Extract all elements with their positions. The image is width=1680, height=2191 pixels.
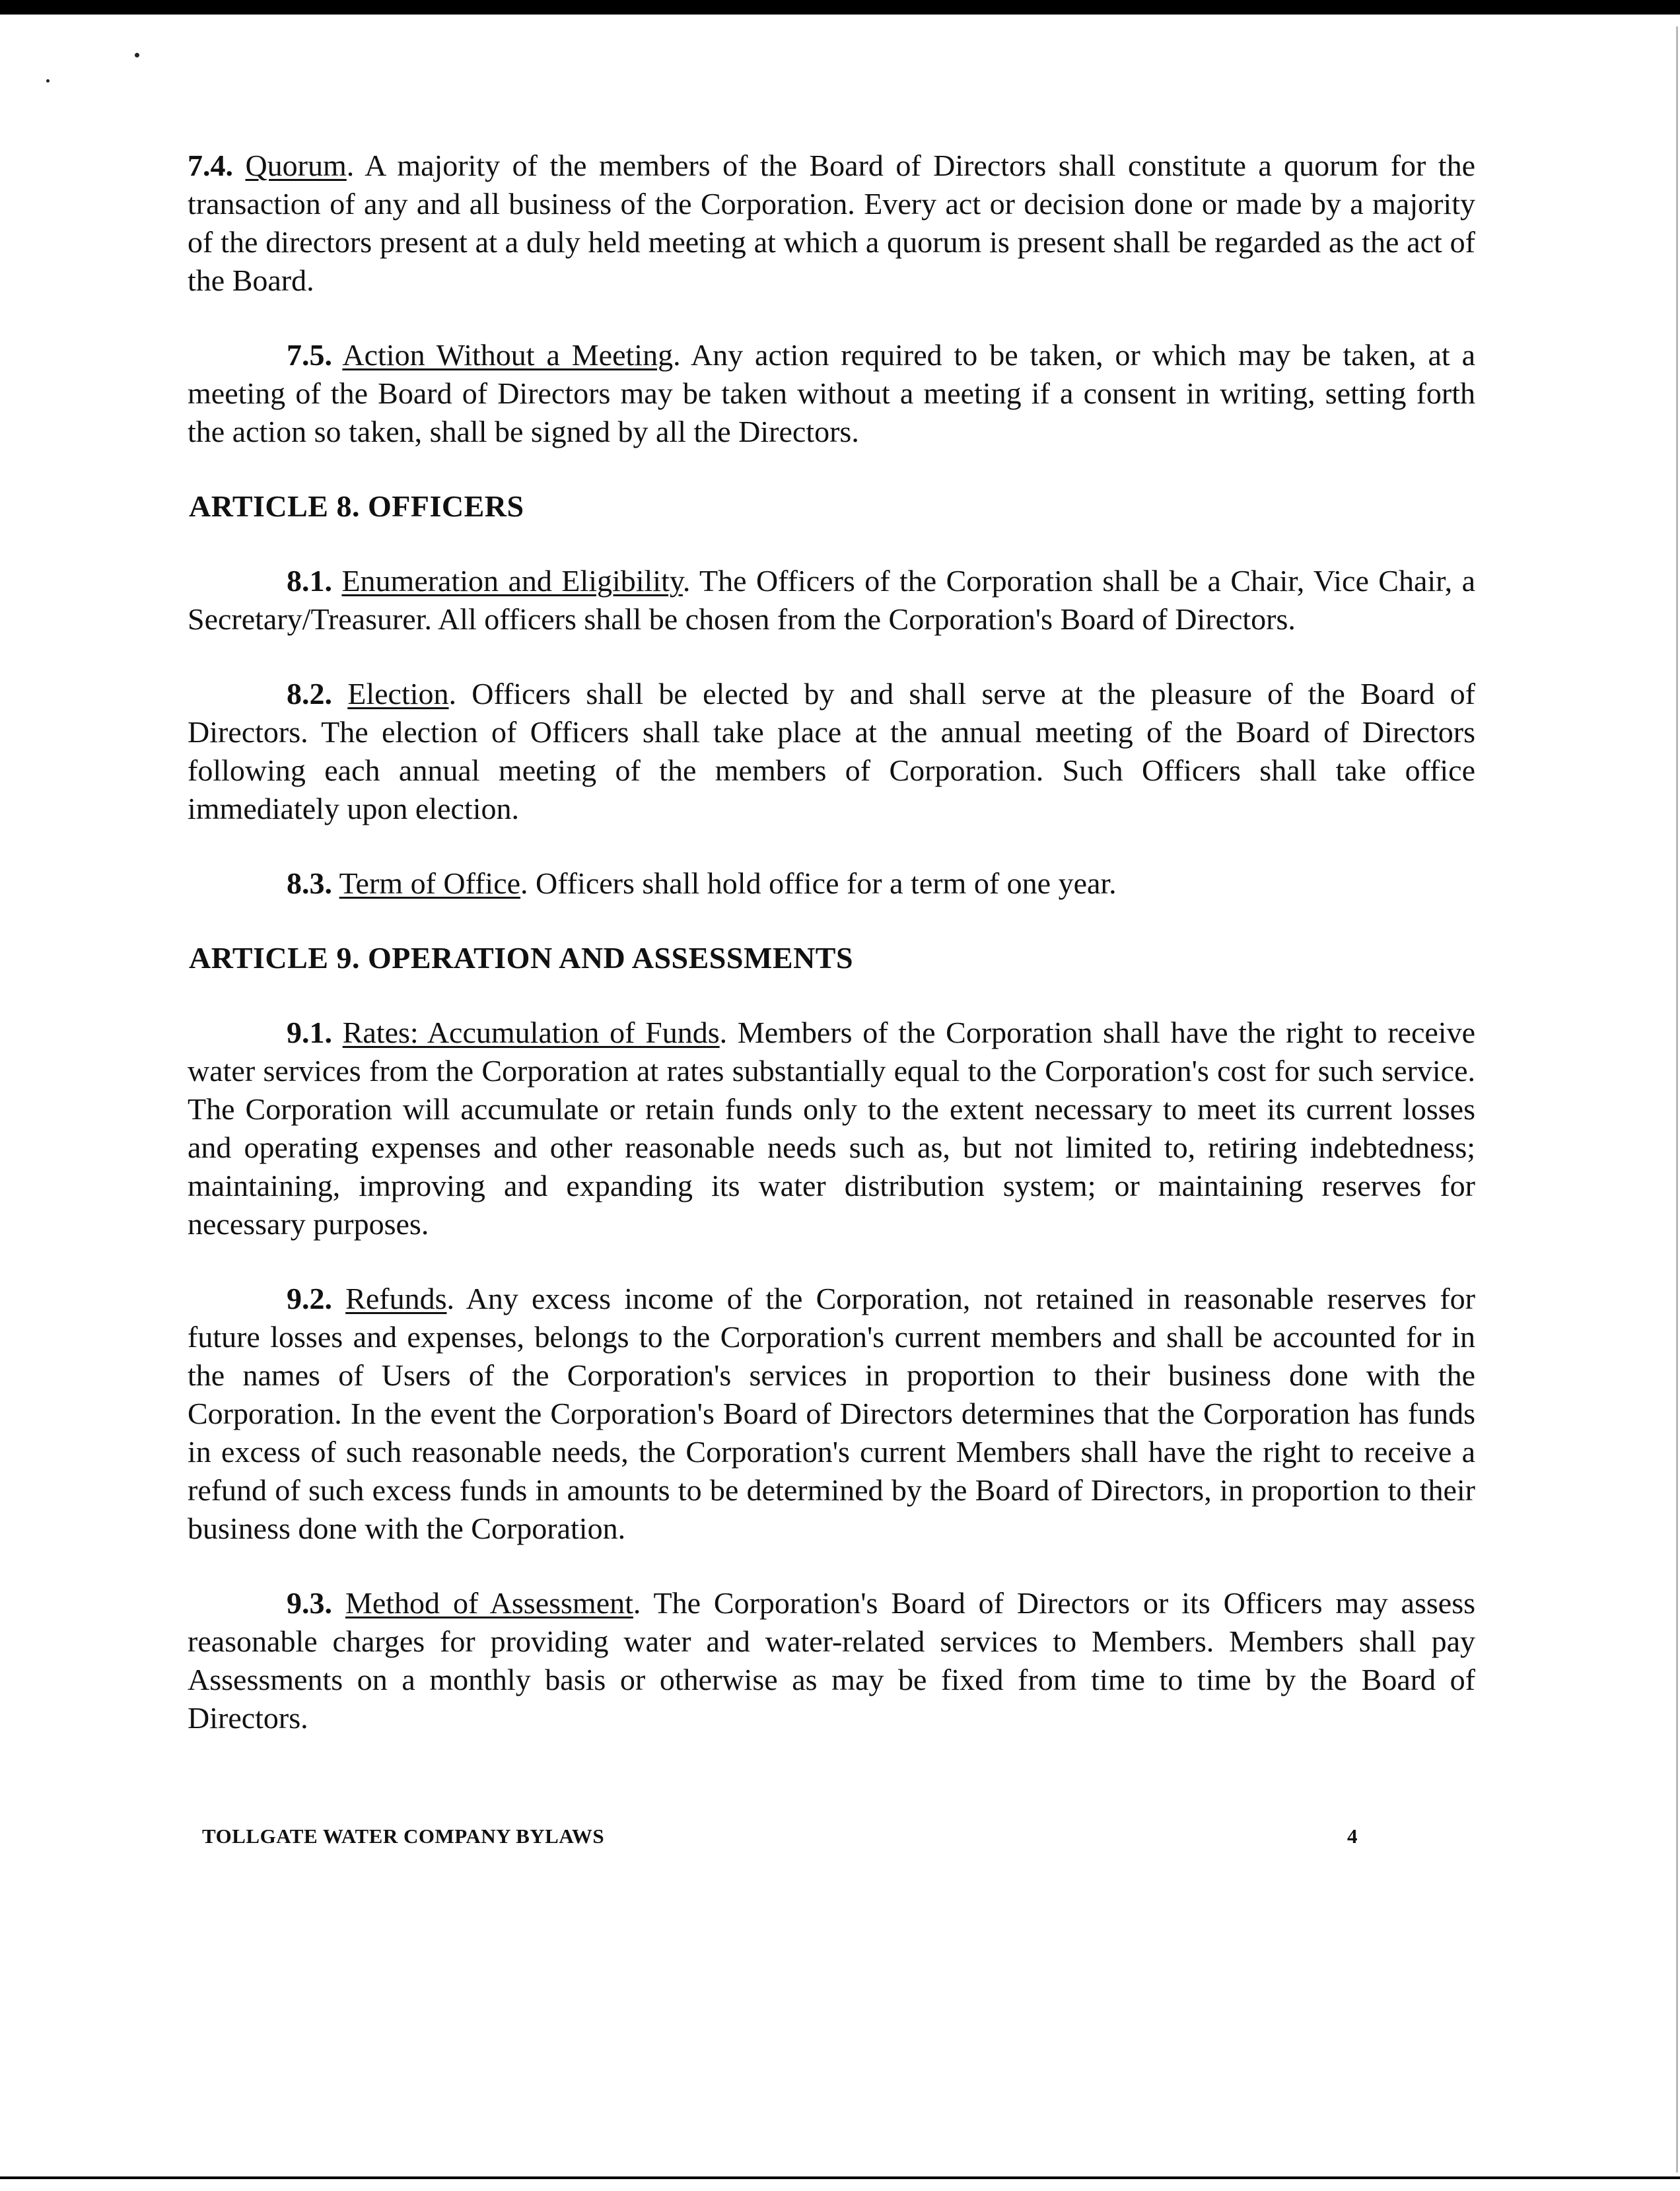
article-9-heading: ARTICLE 9. OPERATION AND ASSESSMENTS <box>189 941 854 975</box>
footer-title: TOLLGATE WATER COMPANY BYLAWS <box>202 1825 605 1848</box>
section-title: Action Without a Meeting <box>342 338 674 372</box>
section-title: Method of Assessment <box>345 1586 633 1620</box>
section-text: . Members of the Corporation shall have the right to receive water services from the Corporation at rates substantially equal to the Corporation's cost for such service. The Corporation will accumulate or retain funds only to the extent necessary to meet its current losses and operating expenses and other reasonable needs such as, but not limited to, retiring indebtedness; maintaining, improving and expanding its water distribution system; or maintaining reserves for necessary purposes. <box>188 1016 1475 1241</box>
section-8-2 <box>188 675 1475 828</box>
page-number: 4 <box>1347 1825 1358 1848</box>
section-number: 8.3. <box>287 866 332 900</box>
section-number: 9.3. <box>287 1586 332 1620</box>
section-9-1 <box>188 1014 1475 1243</box>
document-body <box>188 147 1475 1774</box>
scan-speck <box>135 53 139 57</box>
section-number: 9.2. <box>287 1282 332 1315</box>
scan-top-border <box>0 0 1680 15</box>
section-8-3 <box>188 864 1475 903</box>
scan-right-edge <box>1676 26 1678 2173</box>
section-text: . Any action required to be taken, or which may be taken, at a meeting of the Board of Directors may be taken without a meeting if a consent in writing, setting forth the action so taken, shall be signed by all the Directors. <box>188 338 1476 448</box>
section-title: Enumeration and Eligibility <box>341 564 683 598</box>
section-text: . Officers shall be elected by and shall serve at the pleasure of the Board of Directors. The election of Officers shall take place at the annual meeting of the Board of Directors following each annual meeting of the members of Corporation. Such Officers shall take office immediately upon election. <box>188 677 1475 825</box>
section-title: Rates: Accumulation of Funds <box>342 1016 720 1049</box>
section-9-2 <box>188 1280 1475 1548</box>
section-7-5 <box>188 336 1475 451</box>
section-number: 7.5. <box>287 338 332 372</box>
section-text: . A majority of the members of the Board of Directors shall constitute a quorum for the transaction of any and all business of the Corporation. Every act or decision done or made by a majority of the directors present at a duly held meeting at which a quorum is present shall be regarded as the act of the Board. <box>188 149 1476 297</box>
section-title: Quorum <box>245 149 347 182</box>
section-text: . Officers shall hold office for a term of one year. <box>520 866 1117 900</box>
section-7-4 <box>188 147 1475 300</box>
section-number: 8.2. <box>287 677 332 711</box>
article-8-heading: ARTICLE 8. OFFICERS <box>189 489 524 523</box>
section-text: . The Corporation's Board of Directors or its Officers may assess reasonable charges for providing water and water-related services to Members. Members shall pay Assessments on a monthly basis or otherwise as may be fixed from time to time by the Board of Directors. <box>188 1586 1475 1735</box>
scan-bottom-border <box>0 2176 1680 2179</box>
section-number: 8.1. <box>287 564 332 598</box>
section-number: 9.1. <box>287 1016 332 1049</box>
section-number: 7.4. <box>188 149 233 182</box>
section-title: Election <box>347 677 449 711</box>
section-title: Term of Office <box>339 866 521 900</box>
section-text: . Any excess income of the Corporation, not retained in reasonable reserves for future losses and expenses, belongs to the Corporation's current members and shall be accounted for in the names of Users of the Corporation's services in proportion to their business done with the Corporation. In the event the Corporation's Board of Directors determines that the Corporation has funds in excess of such reasonable needs, the Corporation's current Members shall have the right to receive a refund of such excess funds in amounts to be determined by the Board of Directors, in proportion to their business done with the Corporation. <box>188 1282 1475 1545</box>
scan-speck <box>46 79 50 83</box>
section-8-1 <box>188 562 1475 639</box>
section-title: Refunds <box>345 1282 447 1315</box>
section-9-3 <box>188 1584 1475 1737</box>
section-text: . The Officers of the Corporation shall be a Chair, Vice Chair, a Secretary/Treasurer. All officers shall be chosen from the Corporation's Board of Directors. <box>188 564 1476 636</box>
